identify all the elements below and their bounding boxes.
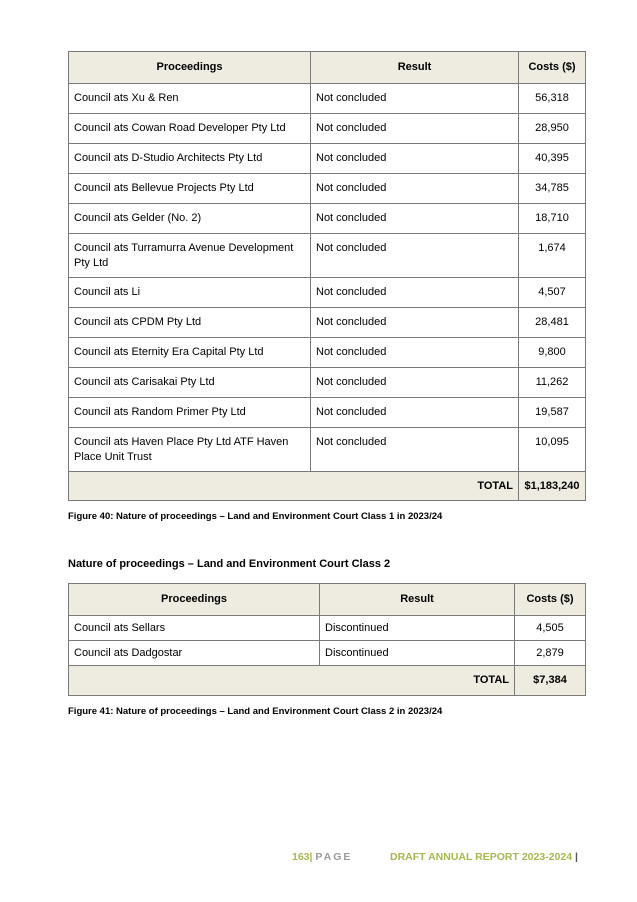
page-number: 163	[292, 851, 310, 863]
table-row	[69, 204, 586, 234]
proceedings-cell: Council ats CPDM Pty Ltd	[69, 308, 311, 338]
header-result: Result	[311, 52, 519, 84]
result-cell: Discontinued	[320, 641, 515, 666]
result-cell: Not concluded	[311, 84, 519, 114]
total-label: TOTAL	[69, 472, 519, 501]
proceedings-cell: Council ats D-Studio Architects Pty Ltd	[69, 144, 311, 174]
figure-caption: Figure 41: Nature of proceedings – Land and Environment Court Class 2 in 2023/24	[68, 706, 443, 717]
report-title: DRAFT ANNUAL REPORT 2023-2024	[390, 851, 573, 863]
header-costs: Costs ($)	[515, 584, 586, 616]
proceedings-cell: Council ats Haven Place Pty Ltd ATF Haven Place Unit Trust	[69, 428, 311, 472]
table-row	[69, 641, 586, 666]
table-row	[69, 616, 586, 641]
result-cell: Not concluded	[311, 144, 519, 174]
proceedings-table-class-2	[68, 583, 586, 696]
report-separator: |	[574, 851, 578, 863]
proceedings-cell: Council ats Xu & Ren	[69, 84, 311, 114]
costs-cell: 28,950	[519, 114, 586, 144]
table-row	[69, 308, 586, 338]
footer-report-title	[390, 851, 578, 863]
header-costs: Costs ($)	[519, 52, 586, 84]
table-row	[69, 278, 586, 308]
table-row	[69, 84, 586, 114]
result-cell: Not concluded	[311, 114, 519, 144]
proceedings-cell: Council ats Bellevue Projects Pty Ltd	[69, 174, 311, 204]
costs-cell: 34,785	[519, 174, 586, 204]
costs-cell: 10,095	[519, 428, 586, 472]
total-row	[69, 472, 586, 501]
costs-cell: 11,262	[519, 368, 586, 398]
result-cell: Not concluded	[311, 278, 519, 308]
costs-cell: 4,507	[519, 278, 586, 308]
proceedings-table-class-1	[68, 51, 586, 501]
total-value: $7,384	[515, 666, 586, 696]
table-row	[69, 398, 586, 428]
result-cell: Discontinued	[320, 616, 515, 641]
proceedings-cell: Council ats Carisakai Pty Ltd	[69, 368, 311, 398]
table-row	[69, 428, 586, 472]
costs-cell: 56,318	[519, 84, 586, 114]
table-row	[69, 114, 586, 144]
total-label: TOTAL	[69, 666, 515, 696]
costs-cell: 28,481	[519, 308, 586, 338]
result-cell: Not concluded	[311, 308, 519, 338]
proceedings-cell: Council ats Dadgostar	[69, 641, 320, 666]
page-separator: |	[309, 851, 313, 863]
footer-page-number	[292, 851, 352, 863]
result-cell: Not concluded	[311, 398, 519, 428]
result-cell: Not concluded	[311, 428, 519, 472]
section-heading: Nature of proceedings – Land and Environment Court Class 2	[68, 558, 391, 570]
header-proceedings: Proceedings	[69, 52, 311, 84]
header-proceedings: Proceedings	[69, 584, 320, 616]
proceedings-cell: Council ats Random Primer Pty Ltd	[69, 398, 311, 428]
table-row	[69, 144, 586, 174]
table-row	[69, 368, 586, 398]
result-cell: Not concluded	[311, 338, 519, 368]
total-value: $1,183,240	[519, 472, 586, 501]
proceedings-cell: Council ats Cowan Road Developer Pty Ltd	[69, 114, 311, 144]
proceedings-cell: Council ats Eternity Era Capital Pty Ltd	[69, 338, 311, 368]
table-row	[69, 234, 586, 278]
costs-cell: 18,710	[519, 204, 586, 234]
table-header-row	[69, 52, 586, 84]
costs-cell: 9,800	[519, 338, 586, 368]
result-cell: Not concluded	[311, 204, 519, 234]
costs-cell: 4,505	[515, 616, 586, 641]
result-cell: Not concluded	[311, 234, 519, 278]
costs-cell: 1,674	[519, 234, 586, 278]
result-cell: Not concluded	[311, 368, 519, 398]
proceedings-cell: Council ats Sellars	[69, 616, 320, 641]
header-result: Result	[320, 584, 515, 616]
table-header-row	[69, 584, 586, 616]
figure-caption: Figure 40: Nature of proceedings – Land and Environment Court Class 1 in 2023/24	[68, 511, 443, 522]
proceedings-cell: Council ats Gelder (No. 2)	[69, 204, 311, 234]
proceedings-cell: Council ats Li	[69, 278, 311, 308]
page-word: PAGE	[315, 851, 353, 863]
table-row	[69, 338, 586, 368]
costs-cell: 2,879	[515, 641, 586, 666]
total-row	[69, 666, 586, 696]
result-cell: Not concluded	[311, 174, 519, 204]
proceedings-cell: Council ats Turramurra Avenue Development Pty Ltd	[69, 234, 311, 278]
table-row	[69, 174, 586, 204]
costs-cell: 40,395	[519, 144, 586, 174]
costs-cell: 19,587	[519, 398, 586, 428]
